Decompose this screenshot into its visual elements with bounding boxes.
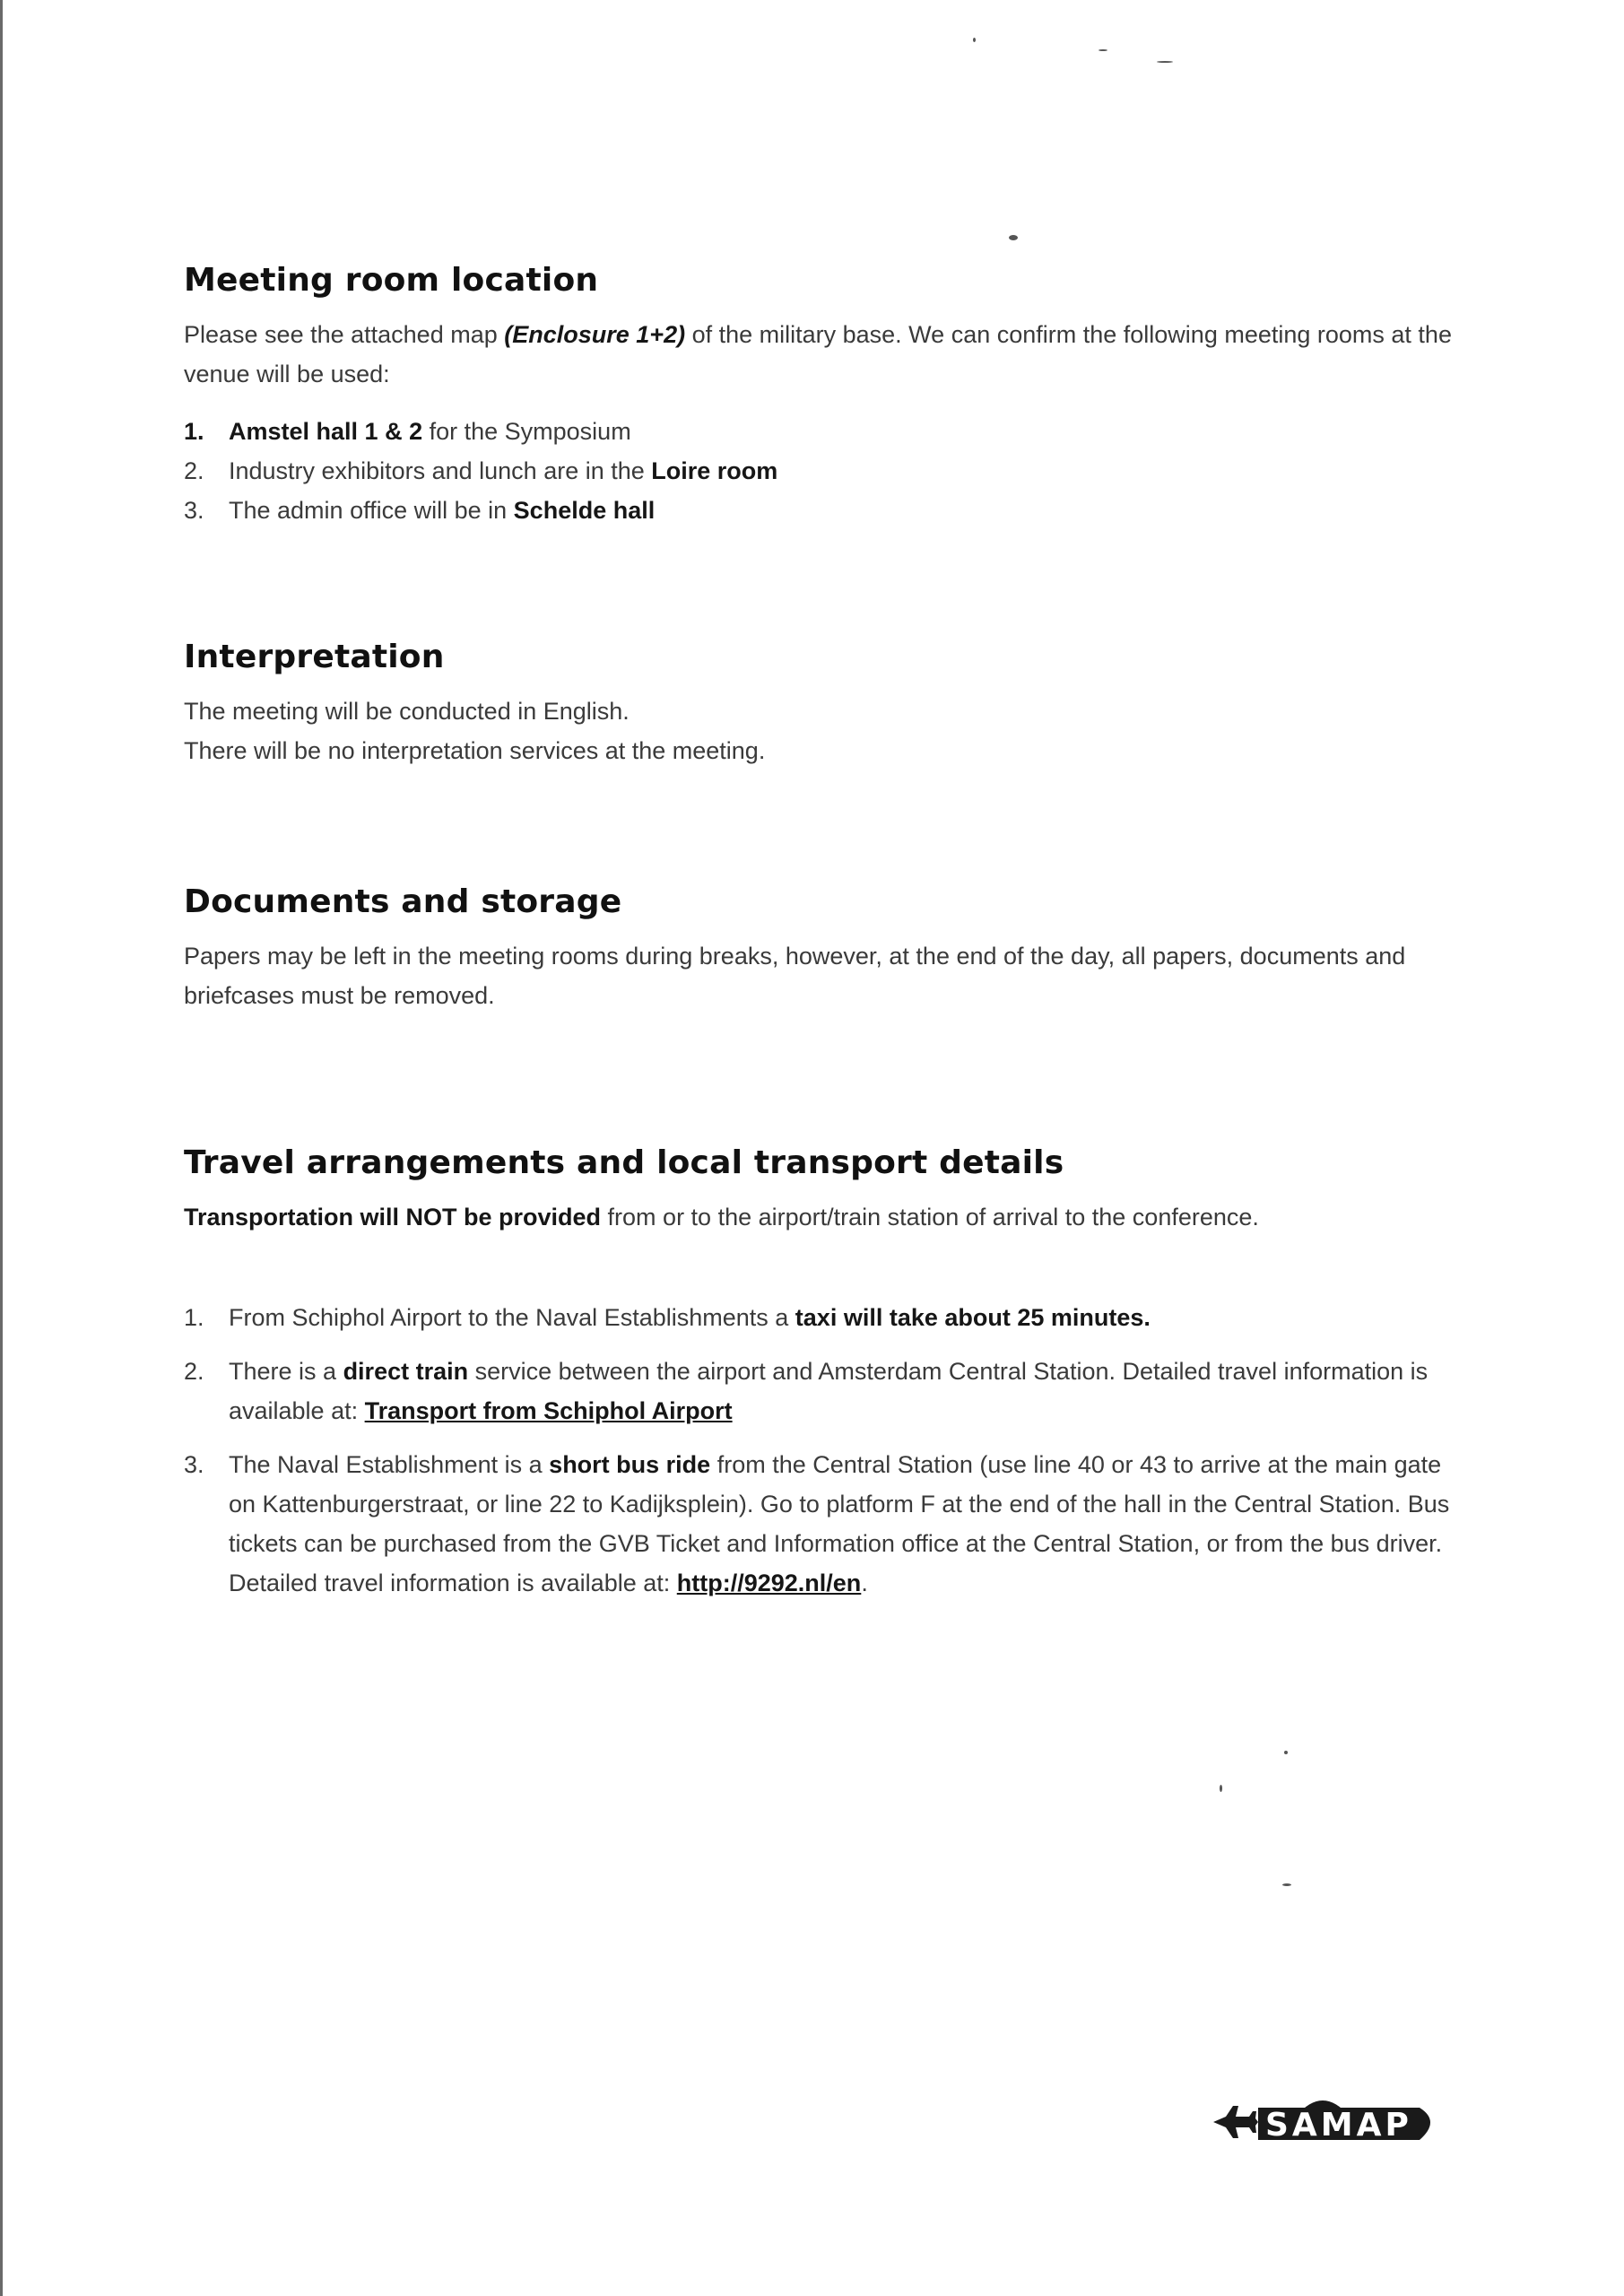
travel-heading: Travel arrangements and local transport details [184,1144,1064,1181]
scan-edge [0,0,3,2296]
item-text: from the Central Station (use line 40 or 43 to arrive at the main gate on Kattenburgerstraat, or line 22 to Kadijksplein). Go to platform F at the end of the hall in the Central Station. Bus tickets can be purchased from the GVB Ticket and Information office at the Central Station, or from the bus driver. Detailed travel information is available at: [229,1451,1450,1596]
item-number: 3. [184,497,204,524]
item-number: 2. [184,1358,204,1385]
schiphol-transport-link[interactable]: Transport from Schiphol Airport [364,1397,733,1424]
room-name: Amstel hall 1 & 2 [229,418,423,445]
item-text: service between the airport and Amsterdam Central Station. Detailed travel information is available at: [229,1358,1429,1424]
item-bold: short bus ride [549,1451,711,1478]
interpretation-heading: Interpretation [184,639,445,675]
room-name: Loire room [651,457,778,484]
interpretation-section [184,639,1457,770]
item-text: From Schiphol Airport to the Naval Establishments a [229,1304,795,1331]
meeting-room-section [184,262,1457,530]
item-number: 3. [184,1451,204,1478]
meeting-room-list [184,412,1457,530]
intro-text: Please see the attached map [184,321,505,348]
list-item [184,1352,1457,1431]
transport-notice-text: from or to the airport/train station of arrival to the conference. [601,1204,1259,1231]
logo-text: SAMAP [1265,2107,1412,2144]
list-item [184,1298,1457,1337]
item-number: 1. [184,1304,204,1331]
intro-text: of the military base. We can confirm the following meeting rooms at the venue will be used: [184,321,1452,387]
list-item [184,412,1457,451]
scan-speck [1009,235,1018,240]
transport-notice [184,1197,1457,1237]
scan-speck [1282,1883,1291,1886]
item-text: There is a [229,1358,343,1385]
travel-list [184,1298,1457,1603]
scan-speck [1220,1785,1222,1792]
item-text: . [861,1570,868,1596]
item-text: The Naval Establishment is a [229,1451,550,1478]
item-text: Industry exhibitors and lunch are in the [229,457,652,484]
interpretation-line: There will be no interpretation services at the meeting. [184,737,766,764]
meeting-room-intro [184,315,1457,394]
travel-section [184,1144,1457,1617]
samap-logo-mark [1206,2081,1448,2152]
room-name: Schelde hall [513,497,656,524]
scan-speck [1099,49,1107,51]
scan-speck [1284,1751,1288,1754]
item-text: The admin office will be in [229,497,514,524]
documents-text: Papers may be left in the meeting rooms during breaks, however, at the end of the day, all papers, documents and briefcases must be removed. [184,943,1406,1009]
scan-speck [1157,61,1173,63]
item-bold: direct train [343,1358,469,1385]
enclosure-reference: (Enclosure 1+2) [504,321,686,348]
item-text: for the Symposium [422,418,631,445]
meeting-room-heading: Meeting room location [184,262,599,299]
documents-section [184,883,1457,1015]
aircraft-icon [1213,2106,1258,2138]
list-item [184,491,1457,530]
item-bold: taxi will take about 25 minutes. [795,1304,1151,1331]
documents-heading: Documents and storage [184,883,622,920]
list-item [184,451,1457,491]
item-number: 1. [184,418,204,445]
transport-notice-bold: Transportation will NOT be provided [184,1204,602,1231]
samap-logo [1206,2081,1448,2152]
scan-speck [973,38,976,42]
interpretation-line: The meeting will be conducted in English. [184,698,630,725]
item-number: 2. [184,457,204,484]
9292-travel-link[interactable]: http://9292.nl/en [676,1570,862,1596]
list-item [184,1445,1457,1603]
